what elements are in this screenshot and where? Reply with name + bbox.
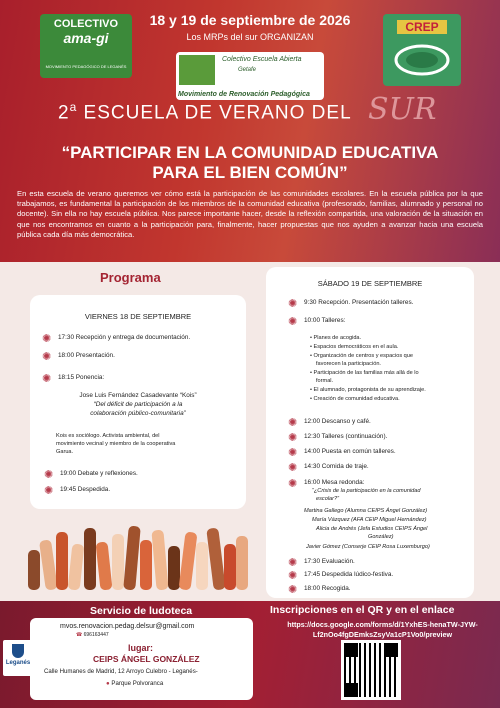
speaker-name: Jose Luis Fernández Casadevante “Kois” [79, 392, 197, 399]
slogan [50, 143, 450, 183]
saturday-item [288, 462, 369, 474]
organizers-line: Los MRPs del sur ORGANIZAN [186, 32, 314, 42]
bullet-flower-icon: ✺ [288, 462, 298, 474]
venue-address: Calle Humanes de Madrid, 12 Arroyo Culebro - Leganés- [44, 668, 198, 675]
friday-item [42, 351, 115, 363]
mesa-question-line1: “¿Crisis de la participación en la comunidad [312, 488, 421, 494]
leganes-shield-icon [12, 644, 24, 658]
talk-title-line2: colaboración público-comunitaria” [90, 410, 186, 417]
venue-name: CEIPS ÁNGEL GONZÁLEZ [93, 654, 200, 664]
venue-park [106, 680, 163, 687]
ludoteca-title: Servicio de ludoteca [90, 605, 193, 617]
qr-code-icon [344, 643, 398, 697]
school-title-text: ESCUELA DE VERANO DEL [83, 102, 352, 124]
taller-item: • Organización de centros y espacios que [310, 353, 414, 359]
taller-text: Organización de centros y espacios que [313, 353, 414, 359]
saturday-item [288, 417, 371, 429]
taller-text: Creación de comunidad educativa. [313, 396, 400, 402]
saturday-item [288, 570, 394, 582]
saturday-item-text: 14:00 Puesta en común talleres. [304, 448, 396, 455]
friday-item [42, 373, 105, 385]
location-pin-icon: ● [106, 680, 110, 687]
bullet-flower-icon: ✺ [44, 469, 54, 481]
talk-title-line1: “Del déficit de participación a la [93, 401, 183, 408]
saturday-item-text: 18:00 Recogida. [304, 585, 351, 592]
saturday-item-text: 17:30 Evaluación. [304, 558, 355, 565]
logo-colectivo-line3: MOVIMIENTO PEDAGÓGICO DE LEGANÉS [45, 64, 127, 69]
bullet-flower-icon: ✺ [42, 333, 52, 345]
bullet-flower-icon: ✺ [288, 298, 298, 310]
saturday-item [288, 432, 388, 444]
bullet-flower-icon: ✺ [288, 478, 298, 490]
leganes-logo [3, 640, 33, 676]
phone-number: 696163447 [83, 632, 109, 638]
logo-escuela-abierta [176, 52, 324, 100]
logo-colectivo-line2: ama-gi [63, 30, 109, 46]
friday-item [44, 469, 138, 481]
logo-crep-text: CREP [397, 20, 447, 34]
friday-heading: VIERNES 18 DE SEPTIEMBRE [84, 312, 192, 321]
saturday-item-text: 9:30 Recepción. Presentación talleres. [304, 299, 414, 306]
taller-item-cont: favorecen la participación. [316, 361, 381, 367]
registration-link-line1[interactable]: https://docs.google.com/forms/d/1YxhES-henaTW-JYW- [287, 620, 478, 629]
contact-phone [76, 632, 109, 638]
saturday-item-text: 12:00 Descanso y café. [304, 418, 371, 425]
programa-title: Programa [100, 270, 161, 285]
friday-item-text: 17:30 Recepción y entrega de documentación. [58, 334, 191, 341]
lugar-label: lugar: [128, 643, 154, 653]
friday-item [44, 485, 111, 497]
bullet-flower-icon: ✺ [288, 584, 298, 596]
saturday-item-text: 17:45 Despedida lúdico-festiva. [304, 571, 394, 578]
bullet-flower-icon: ✺ [288, 417, 298, 429]
bullet-flower-icon: ✺ [44, 485, 54, 497]
taller-text: Planes de acogida. [313, 335, 362, 341]
school-title [58, 100, 352, 124]
saturday-item-text: 16:00 Mesa redonda: [304, 479, 365, 486]
speaker-bio-line1: Kois es sociólogo. Activista ambiental, del [56, 433, 160, 439]
taller-item: • Participación de las familias más allá de lo [310, 370, 419, 376]
friday-item [42, 333, 191, 345]
friday-item-text: 19:45 Despedida. [60, 486, 111, 493]
slogan-line1: “PARTICIPAR EN LA COMUNIDAD EDUCATIVA [61, 143, 439, 162]
venue-park-text: Parque Polvoranca [111, 680, 164, 687]
bullet-flower-icon: ✺ [42, 351, 52, 363]
saturday-item [288, 557, 355, 569]
saturday-item [288, 447, 396, 459]
panelist: María Vázquez (AFA CEIP Miguel Hernández) [312, 517, 427, 523]
taller-item: • Creación de comunidad educativa. [310, 396, 400, 402]
taller-item: • Planes de acogida. [310, 335, 362, 341]
leganes-logo-text: Leganés [5, 660, 31, 666]
event-dates: 18 y 19 de septiembre de 2026 [149, 12, 351, 28]
saturday-item-text: 12:30 Talleres (continuación). [304, 433, 388, 440]
saturday-item [288, 316, 346, 328]
qr-code[interactable] [341, 640, 401, 700]
friday-item-text: 18:15 Ponencia: [58, 374, 105, 381]
bullet-flower-icon: ✺ [288, 570, 298, 582]
logo-escuela-line3: Movimiento de Renovación Pedagógica [178, 91, 310, 98]
saturday-item [288, 478, 365, 490]
taller-item: • Espacios democráticos en el aula. [310, 344, 399, 350]
escuela-abierta-picture-icon [179, 55, 215, 85]
panelist: Alicia de Andrés (Jefa Estudios CEIPS Ángel [316, 526, 428, 532]
taller-text: El alumnado, protagonista de su aprendizaje. [313, 387, 426, 393]
bullet-flower-icon: ✺ [288, 316, 298, 328]
crep-graphic-icon [392, 40, 452, 80]
saturday-heading: SÁBADO 19 DE SEPTIEMBRE [317, 279, 423, 288]
panelist: Martina Gallego (Alumna CEIPS Ángel González) [304, 508, 428, 514]
panelist-cont: González) [368, 534, 394, 540]
saturday-item [288, 298, 414, 310]
taller-item: • El alumnado, protagonista de su aprendizaje. [310, 387, 426, 393]
friday-item-text: 18:00 Presentación. [58, 352, 115, 359]
slogan-line2: PARA EL BIEN COMÚN” [152, 163, 348, 182]
registration-link-line2[interactable]: Lf2nOo4fgDEmksZsyVa1cP1Vo0/preview [312, 630, 453, 639]
logo-colectivo-line1: COLECTIVO [53, 18, 119, 30]
logo-escuela-line2: Getafe [238, 67, 257, 73]
saturday-card [266, 267, 474, 598]
contact-email[interactable]: mvos.renovacion.pedag.delsur@gmail.com [60, 623, 195, 630]
logo-crep [383, 14, 461, 86]
speaker-bio-line2: movimiento vecinal y miembro de la cooperativa [56, 441, 176, 447]
inscripciones-title: Inscripciones en el QR y en el enlace [270, 604, 455, 616]
taller-text: Participación de las familias más allá de lo [313, 370, 419, 376]
taller-item-cont: formal. [316, 378, 334, 384]
panelist: Javier Gómez (Conserje CEIP Rosa Luxemburgo) [306, 544, 430, 550]
logo-escuela-line1: Colectivo Escuela Abierta [222, 56, 302, 63]
speaker-bio-line3: Garua. [56, 449, 74, 455]
logo-colectivo-amagi [40, 14, 132, 78]
school-ordinal: 2 [58, 102, 70, 124]
bullet-flower-icon: ✺ [288, 557, 298, 569]
taller-text: Espacios democráticos en el aula. [313, 344, 399, 350]
friday-card [30, 295, 246, 509]
bullet-flower-icon: ✺ [288, 432, 298, 444]
mesa-question-line2: escolar?” [316, 496, 340, 502]
intro-paragraph: En esta escuela de verano queremos ver cómo está la participación de las comunidades escolares. En la escuela pública por la que trabajamos, es fundamental la participación de los miembros de la comunidad educativa (profesorado, familias, alumnado y personal no docente). Sin ella no hay escuela pública. Nos parece importante hacer, desde la reflexión compartida, una valoración de la situación en que nos encontramos en cuanto a la participación para, finalmente, hacer propuestas que nos ayuden a avanzar hacia una escuela pública cada día más democrática. [17, 189, 483, 239]
friday-item-text: 19:00 Debate y reflexiones. [60, 470, 138, 477]
bullet-flower-icon: ✺ [42, 373, 52, 385]
school-sur: SUR [368, 92, 437, 127]
registration-link[interactable] [270, 620, 495, 640]
saturday-item [288, 584, 351, 596]
saturday-item-text: 14:30 Comida de traje. [304, 463, 369, 470]
raised-hands-illustration [22, 522, 252, 590]
bullet-flower-icon: ✺ [288, 447, 298, 459]
school-ordinal-sup: a [69, 100, 78, 114]
saturday-item-text: 10:00 Talleres: [304, 317, 346, 324]
phone-icon: ☎ [76, 632, 83, 638]
